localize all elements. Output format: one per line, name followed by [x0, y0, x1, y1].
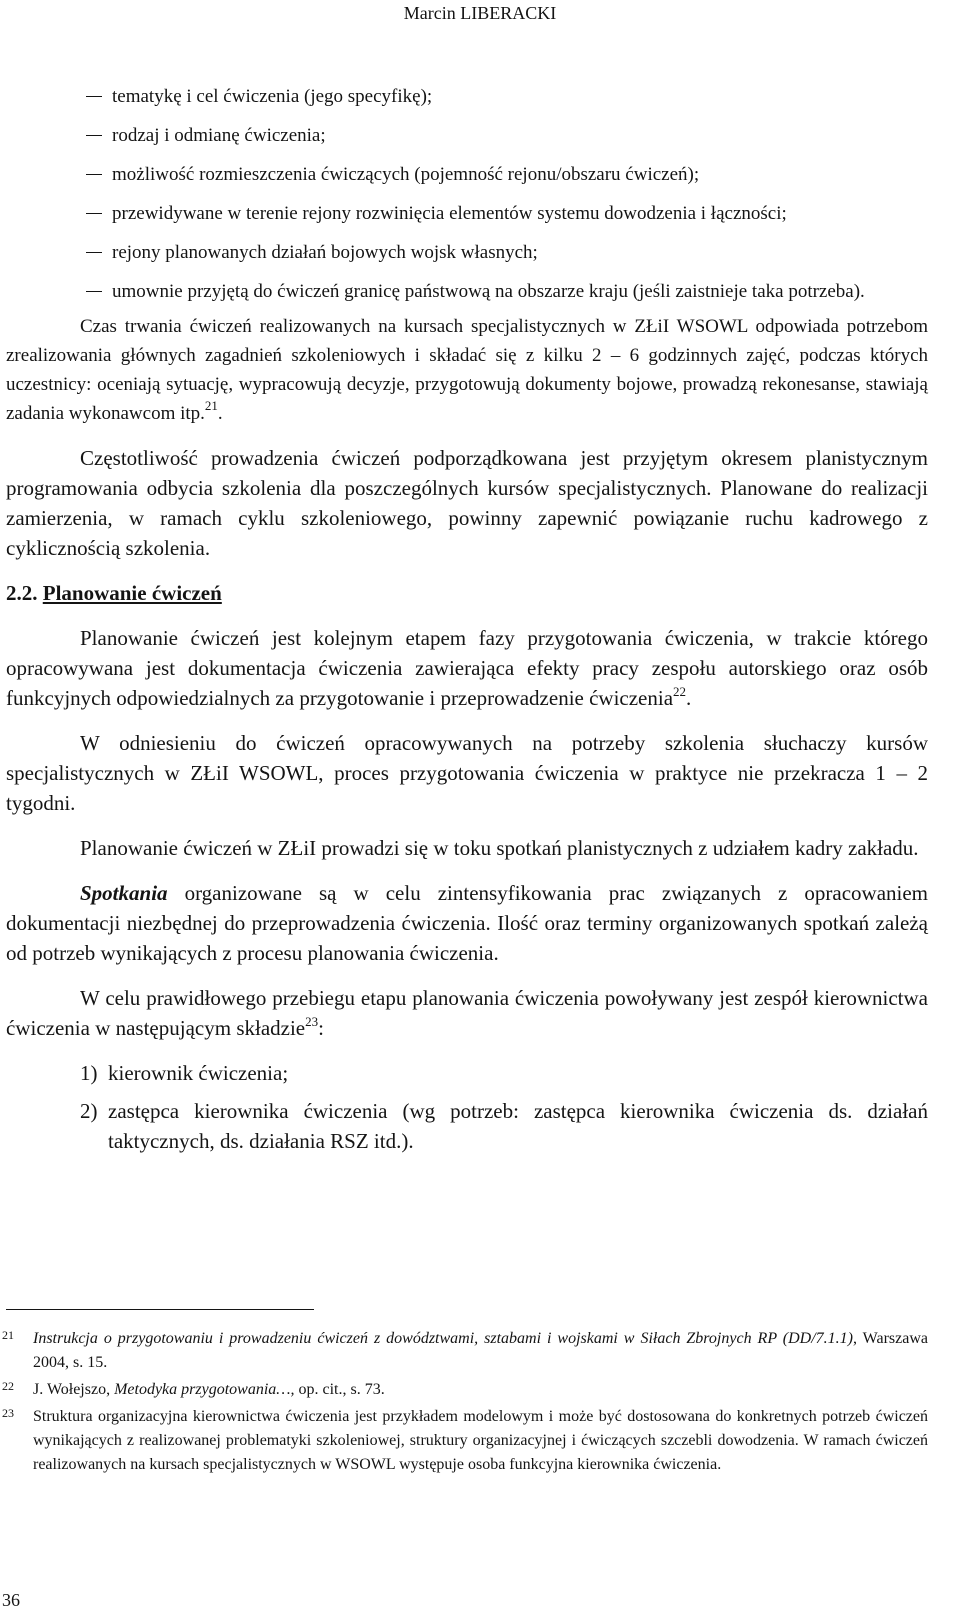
dash-icon — [86, 135, 102, 136]
bullet-item — [6, 277, 928, 306]
bullet-text: rejony planowanych działań bojowych wojsk własnych; — [112, 242, 538, 263]
numbered-item — [6, 1096, 928, 1156]
footnote-number: 21 — [2, 1328, 14, 1342]
bullet-item — [6, 199, 928, 228]
dash-icon — [86, 291, 102, 292]
paragraph-meetings-intro: Planowanie ćwiczeń w ZŁiI prowadzi się w toku spotkań planistycznych z udziałem kadry zakładu. — [80, 836, 919, 860]
bullet-item — [6, 238, 928, 267]
dash-icon — [86, 213, 102, 214]
item-text: zastępca kierownika ćwiczenia (wg potrzeb: zastępca kierownika ćwiczenia ds. działań taktycznych, ds. działania RSZ itd.). — [108, 1099, 928, 1153]
footnote-ref: 21 — [204, 398, 218, 413]
footnote-number: 23 — [2, 1406, 14, 1420]
footnote-divider — [6, 1309, 314, 1310]
item-text: kierownik ćwiczenia; — [108, 1061, 289, 1085]
footnote-ref: 23 — [305, 1014, 319, 1029]
bullet-item — [6, 121, 928, 150]
item-number: 1) — [80, 1061, 98, 1085]
paragraph-frequency: Częstotliwość prowadzenia ćwiczeń podporządkowana jest przyjętym okresem planistycznym programowania odbycia szkolenia dla poszczególnych kursów specjalistycznych. Planowane do realizacji zamierzenia, w ramach cyklu szkoleniowego, powinny zapewnić powiązanie ruchu kadrowego z cyklicznością szkolenia. — [6, 446, 928, 560]
dash-icon — [86, 252, 102, 253]
footnote: 21 Instrukcja o przygotowaniu i prowadzeniu ćwiczeń z dowództwami, sztabami i wojskami w Siłach Zbrojnych RP (DD/7.1.1), Warszawa 2004, s. 15. — [6, 1327, 928, 1375]
footnote: 23 Struktura organizacyjna kierownictwa ćwiczenia jest przykładem modelowym i może być dostosowana do konkretnych potrzeb ćwiczeń wynikających z realizowanej problematyki szkoleniowej, struktury organizacyjnej i ćwiczących szczebli dowodzenia. W ramach ćwiczeń realizowanych na kursach specjalistycznych w WSOWL występuje osoba funkcyjna kierownika ćwiczenia. — [6, 1405, 928, 1477]
footnotes — [2, 1327, 928, 1480]
paragraph-courses: W odniesieniu do ćwiczeń opracowywanych na potrzeby szkolenia słuchaczy kursów specjalistycznych w ZŁiI WSOWL, proces przygotowania ćwiczenia w praktyce nie przekracza 1 – 2 tygodni. — [6, 731, 928, 815]
section-heading — [6, 578, 928, 608]
page-number: 36 — [2, 1590, 20, 1610]
bullet-text: możliwość rozmieszczenia ćwiczących (pojemność rejonu/obszaru ćwiczeń); — [112, 164, 700, 185]
bullet-text: tematykę i cel ćwiczenia (jego specyfikę); — [112, 86, 433, 107]
bullet-text: przewidywane w terenie rejony rozwinięcia elementów systemu dowodzenia i łączności; — [112, 203, 787, 224]
footnote-ref: 22 — [673, 684, 687, 699]
bullet-text: rodzaj i odmianę ćwiczenia; — [112, 125, 326, 146]
emphasis-term: Spotkania — [80, 881, 168, 905]
paragraph-duration: Czas trwania ćwiczeń realizowanych na kursach specjalistycznych w ZŁiI WSOWL odpowiada potrzebom zrealizowania głównych zagadnień szkoleniowych i składać się z kilku 2 – 6 godzinnych zajęć, podczas których uczestnicy: oceniają sytuację, wypracowują decyzje, przygotowują dokumenty bojowe, prowadzą rekonesanse, stawiają zadania wykonawcom itp.$^{21}$. — [6, 316, 928, 424]
dash-icon — [86, 96, 102, 97]
main-content — [6, 82, 928, 1164]
paragraph-planning: Planowanie ćwiczeń jest kolejnym etapem fazy przygotowania ćwiczenia, w trakcie którego opracowywana jest dokumentacja ćwiczenia zawierająca efekty pracy zespołu autorskiego oraz osób funkcyjnych odpowiedzialnych za przygotowanie i przeprowadzenie ćwiczenia$^{22}$. — [6, 626, 928, 710]
footnote: 22 J. Wołejszo, Metodyka przygotowania…, op. cit., s. 73. — [6, 1378, 928, 1402]
item-number: 2) — [80, 1099, 98, 1123]
footnote-number: 22 — [2, 1379, 14, 1393]
dash-icon — [86, 174, 102, 175]
running-header: Marcin LIBERACKI — [403, 3, 557, 23]
paragraph-meetings: Spotkania organizowane są w celu zintensyfikowania prac związanych z opracowaniem dokumentacji niezbędnej do przeprowadzenia ćwiczenia. Ilość oraz terminy organizowanych spotkań zależą od potrzeb wynikających z procesu planowania ćwiczenia. — [6, 881, 928, 965]
bullet-text: umownie przyjętą do ćwiczeń granicę państwową na obszarze kraju (jeśli zaistnieje taka potrzeba). — [112, 281, 865, 302]
section-number: 2.2. — [6, 581, 43, 605]
paragraph-team: W celu prawidłowego przebiegu etapu planowania ćwiczenia powoływany jest zespół kierownictwa ćwiczenia w następującym składzie$^{23}$: — [6, 986, 928, 1040]
bullet-item — [6, 160, 928, 189]
section-title: Planowanie ćwiczeń — [42, 581, 222, 605]
numbered-item — [6, 1058, 928, 1088]
bullet-item — [6, 82, 928, 111]
